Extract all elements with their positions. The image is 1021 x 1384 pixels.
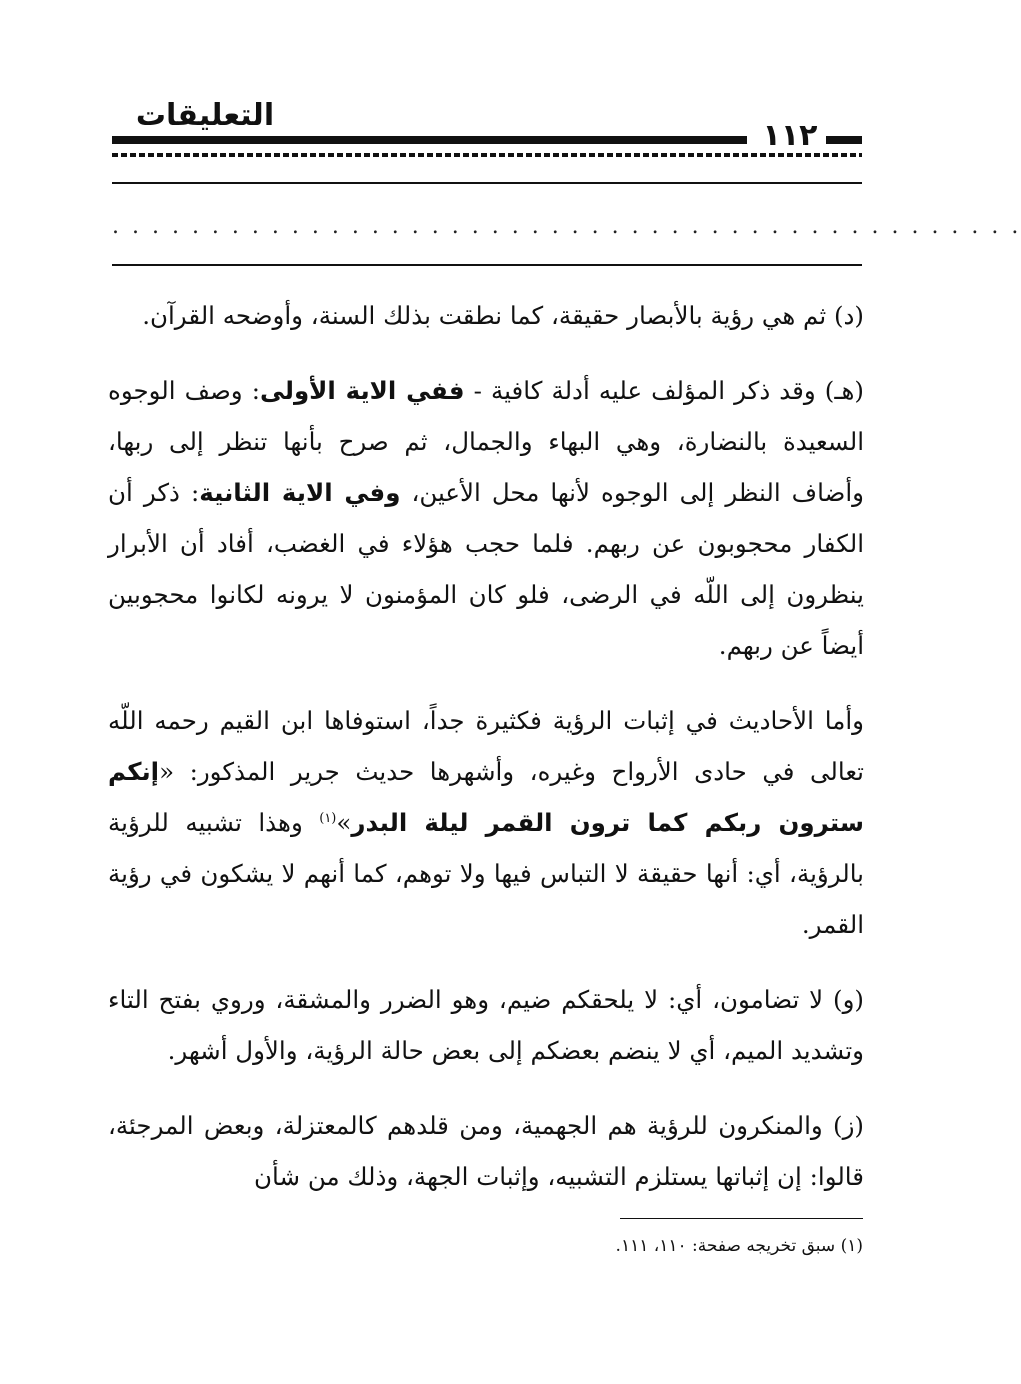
section-rule-bottom xyxy=(112,264,862,266)
paragraph-z: (ز) والمنكرون للرؤية هم الجهمية، ومن قلدهم كالمعتزلة، وبعض المرجئة، قالوا: إن إثباتها يستلزم التشبيه، وإثبات الجهة، وذلك من شأن xyxy=(108,1111,864,1191)
header-rule-dashed xyxy=(112,153,862,157)
header-rule-thick xyxy=(112,136,747,144)
paragraph-d: (د) ثم هي رؤية بالأبصار حقيقة، كما نطقت بذلك السنة، وأوضحه القرآن. xyxy=(142,301,864,330)
paragraph-hadith xyxy=(108,695,864,950)
footnote-separator xyxy=(620,1218,863,1219)
paragraph-h-bold-2: وفي الاية الثانية xyxy=(199,478,401,507)
footnote: (١) سبق تخريجه صفحة: ١١٠، ١١١. xyxy=(615,1236,863,1256)
paragraph-w: (و) لا تضامون، أي: لا يلحقكم ضيم، وهو الضرر والمشقة، وروي بفتح التاء وتشديد الميم، أي لا ينضم بعضكم إلى بعض حالة الرؤية، والأول أشهر. xyxy=(108,985,864,1065)
hadith-close-quote: » xyxy=(336,808,352,837)
hadith-quote: إنكم سترون ربكم كما ترون القمر ليلة البدر xyxy=(108,757,864,837)
header-rule-stub xyxy=(826,136,862,144)
paragraph-h-text-1: (هـ) وقد ذكر المؤلف عليه أدلة كافية - xyxy=(464,376,864,405)
commentary-body xyxy=(108,290,864,1226)
paragraph-h xyxy=(108,365,864,671)
paragraph-hadith-text-2: وهذا تشبيه للرؤية بالرؤية، أي: أنها حقيقة لا التباس فيها ولا توهم، كما أنهم لا يشكون في رؤية القمر. xyxy=(108,808,864,939)
paragraph-h-text-2: : وصف الوجوه السعيدة بالنضارة، وهي البهاء والجمال، ثم صرح بأنها تنظر إلى ربها، وأضاف النظر إلى الوجوه لأنها محل الأعين، xyxy=(108,376,864,507)
paragraph-h-text-3: : ذكر أن الكفار محجوبون عن ربهم. فلما حجب هؤلاء في الغضب، أفاد أن الأبرار ينظرون إلى اللّه في الرضى، فلو كان المؤمنون لا يرونه لكانوا محجوبين أيضاً عن ربهم. xyxy=(108,478,864,660)
footnote-ref: (١) xyxy=(319,810,337,826)
paragraph-hadith-text-1: وأما الأحاديث في إثبات الرؤية فكثيرة جداً، استوفاها ابن القيم رحمه اللّه تعالى في حادى الأرواح وغيره، وأشهرها حديث جرير المذكور: « xyxy=(108,706,864,786)
section-rule-top xyxy=(112,182,862,184)
page-number: ١١٢ xyxy=(762,118,818,153)
paragraph-h-bold-1: ففي الاية الأولى xyxy=(259,376,465,405)
ellipsis-dots: . . . . . . . . . . . . . . . . . . . . . . . . . . . . . . . . . . . . . . . . . . . . . . xyxy=(112,214,1021,239)
running-header-title: التعليقات xyxy=(135,98,275,133)
